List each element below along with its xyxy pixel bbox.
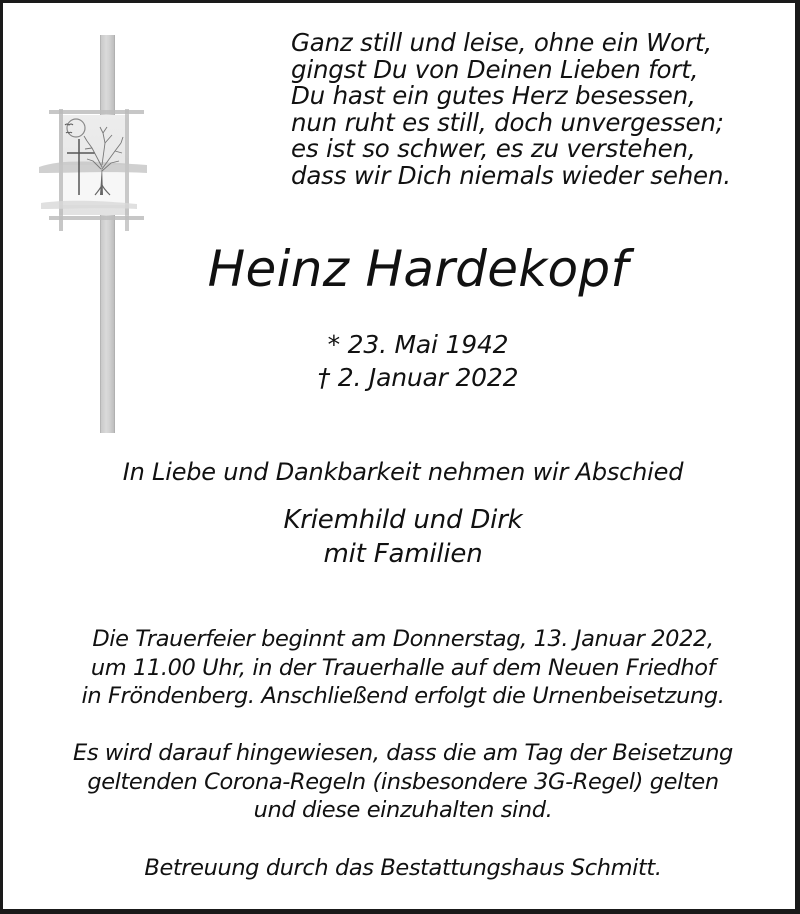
- poem-line: Ganz still und leise, ohne ein Wort,: [291, 28, 712, 57]
- mourners: [3, 503, 800, 571]
- death-date: † 2. Januar 2022: [317, 363, 519, 392]
- tree-frame-illustration-icon: [37, 103, 152, 238]
- service-info: [3, 625, 800, 711]
- birth-date: * 23. Mai 1942: [327, 330, 509, 359]
- undertaker-line: Betreuung durch das Bestattungshaus Schmitt.: [144, 855, 662, 881]
- notice-line: Es wird darauf hingewiesen, dass die am Tag der Beisetzung: [73, 740, 733, 766]
- notice-line: geltenden Corona-Regeln (insbesondere 3G-Regel) gelten: [87, 768, 719, 795]
- service-line: Die Trauerfeier beginnt am Donnerstag, 13. Januar 2022,: [92, 626, 714, 652]
- poem-line: nun ruht es still, doch unvergessen;: [291, 107, 724, 137]
- covid-notice: [3, 739, 800, 825]
- service-line: um 11.00 Uhr, in der Trauerhalle auf dem Neuen Friedhof: [90, 654, 716, 681]
- deceased-name: Heinz Hardekopf: [207, 240, 629, 298]
- notice-line: und diese einzuhalten sind.: [253, 797, 553, 823]
- life-dates: [3, 328, 800, 394]
- mourner-line: Kriemhild und Dirk: [283, 505, 523, 535]
- farewell-line: In Liebe und Dankbarkeit nehmen wir Abschied: [122, 458, 684, 486]
- poem-line: Du hast ein gutes Herz besessen,: [291, 81, 696, 110]
- mourner-line: mit Familien: [323, 539, 483, 569]
- poem-line: es ist so schwer, es zu verstehen,: [291, 134, 696, 163]
- service-line: in Fröndenberg. Anschließend erfolgt die Urnenbeisetzung.: [81, 683, 725, 709]
- poem-line: gingst Du von Deinen Lieben fort,: [291, 54, 699, 84]
- poem-line: dass wir Dich niemals wieder sehen.: [291, 160, 731, 190]
- poem: [291, 30, 761, 189]
